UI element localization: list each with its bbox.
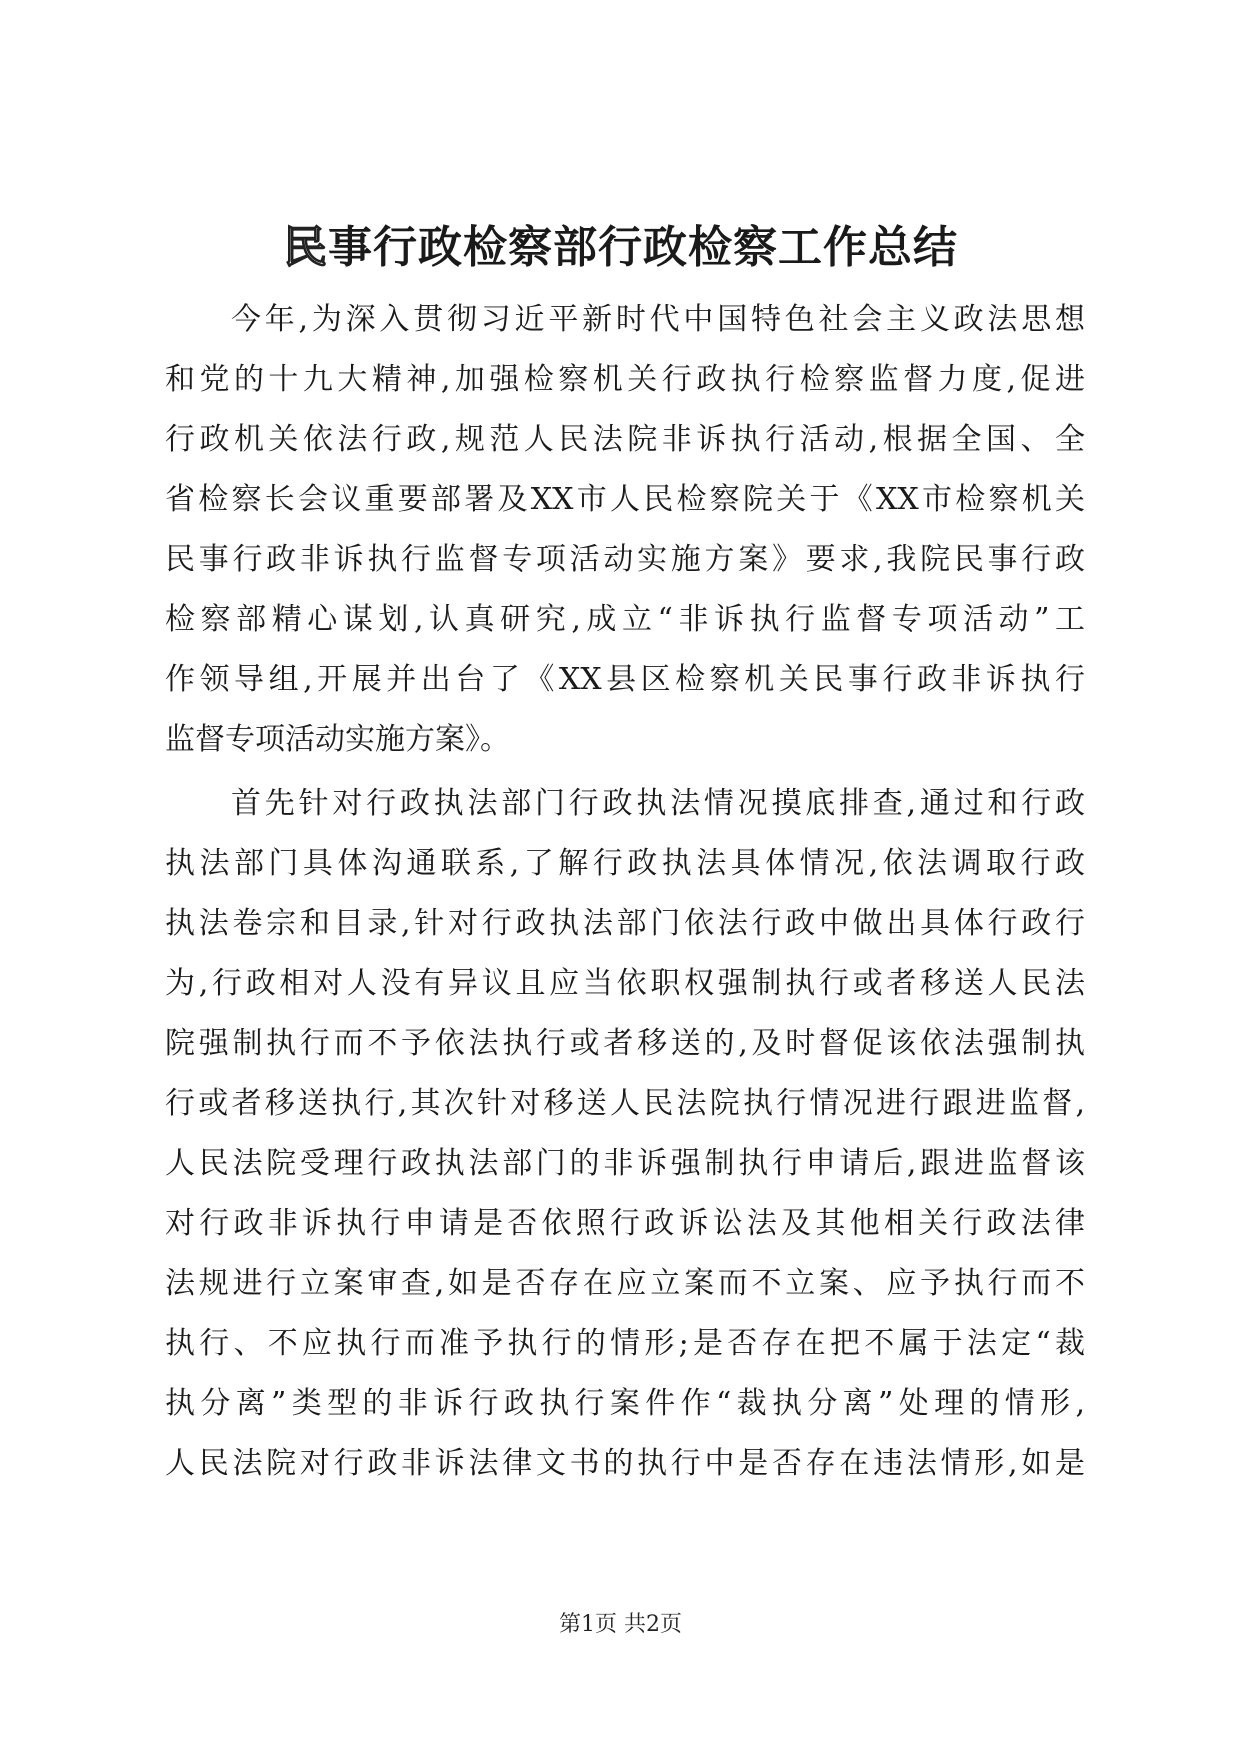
paragraph-line: 执法部门具体沟通联系,了解行政执法具体情况,依法调取行政: [165, 846, 1085, 881]
paragraph-line: 执分离”类型的非诉行政执行案件作“裁执分离”处理的情形,: [165, 1386, 1085, 1421]
paragraph-line: 行政机关依法行政,规范人民法院非诉执行活动,根据全国、全: [165, 422, 1085, 457]
paragraph-line: 监督专项活动实施方案》。: [165, 722, 510, 757]
paragraph-line: 民事行政非诉执行监督专项活动实施方案》要求,我院民事行政: [165, 542, 1085, 577]
paragraph-line: 执行、不应执行而准予执行的情形;是否存在把不属于法定“裁: [165, 1326, 1085, 1361]
page-number-footer: 第1页 共2页: [559, 1612, 682, 1637]
paragraph-line: 作领导组,开展并出台了《XX县区检察机关民事行政非诉执行: [165, 662, 1085, 697]
title-rest: 事行政检察部行政检察工作总结: [328, 222, 958, 273]
paragraph-line: 首先针对行政执法部门行政执法情况摸底排查,通过和行政: [231, 786, 1085, 821]
paragraph-line: 院强制执行而不予依法执行或者移送的,及时督促该依法强制执: [165, 1026, 1085, 1061]
paragraph-line: 和党的十九大精神,加强检察机关行政执行检察监督力度,促进: [165, 362, 1085, 397]
title-first-char: 民: [283, 222, 328, 273]
paragraph-2: [165, 774, 1085, 1494]
paragraph-line: 对行政非诉执行申请是否依照行政诉讼法及其他相关行政法律: [165, 1206, 1085, 1241]
paragraph-line: 为,行政相对人没有异议且应当依职权强制执行或者移送人民法: [165, 966, 1085, 1001]
paragraph-line: 执法卷宗和目录,针对行政执法部门依法行政中做出具体行政行: [165, 906, 1085, 941]
body-text: [165, 290, 1085, 1494]
paragraph-1: [165, 290, 1085, 770]
paragraph-line: 省检察长会议重要部署及XX市人民检察院关于《XX市检察机关: [165, 482, 1085, 517]
paragraph-line: 人民法院对行政非诉法律文书的执行中是否存在违法情形,如是: [165, 1446, 1085, 1481]
paragraph-line: 法规进行立案审查,如是否存在应立案而不立案、应予执行而不: [165, 1266, 1085, 1301]
paragraph-line: 检察部精心谋划,认真研究,成立“非诉执行监督专项活动”工: [165, 602, 1085, 637]
page-title: [0, 218, 1241, 278]
paragraph-line: 行或者移送执行,其次针对移送人民法院执行情况进行跟进监督,: [165, 1086, 1085, 1121]
paragraph-line: 今年,为深入贯彻习近平新时代中国特色社会主义政法思想: [231, 302, 1085, 337]
paragraph-line: 人民法院受理行政执法部门的非诉强制执行申请后,跟进监督该: [165, 1146, 1085, 1181]
